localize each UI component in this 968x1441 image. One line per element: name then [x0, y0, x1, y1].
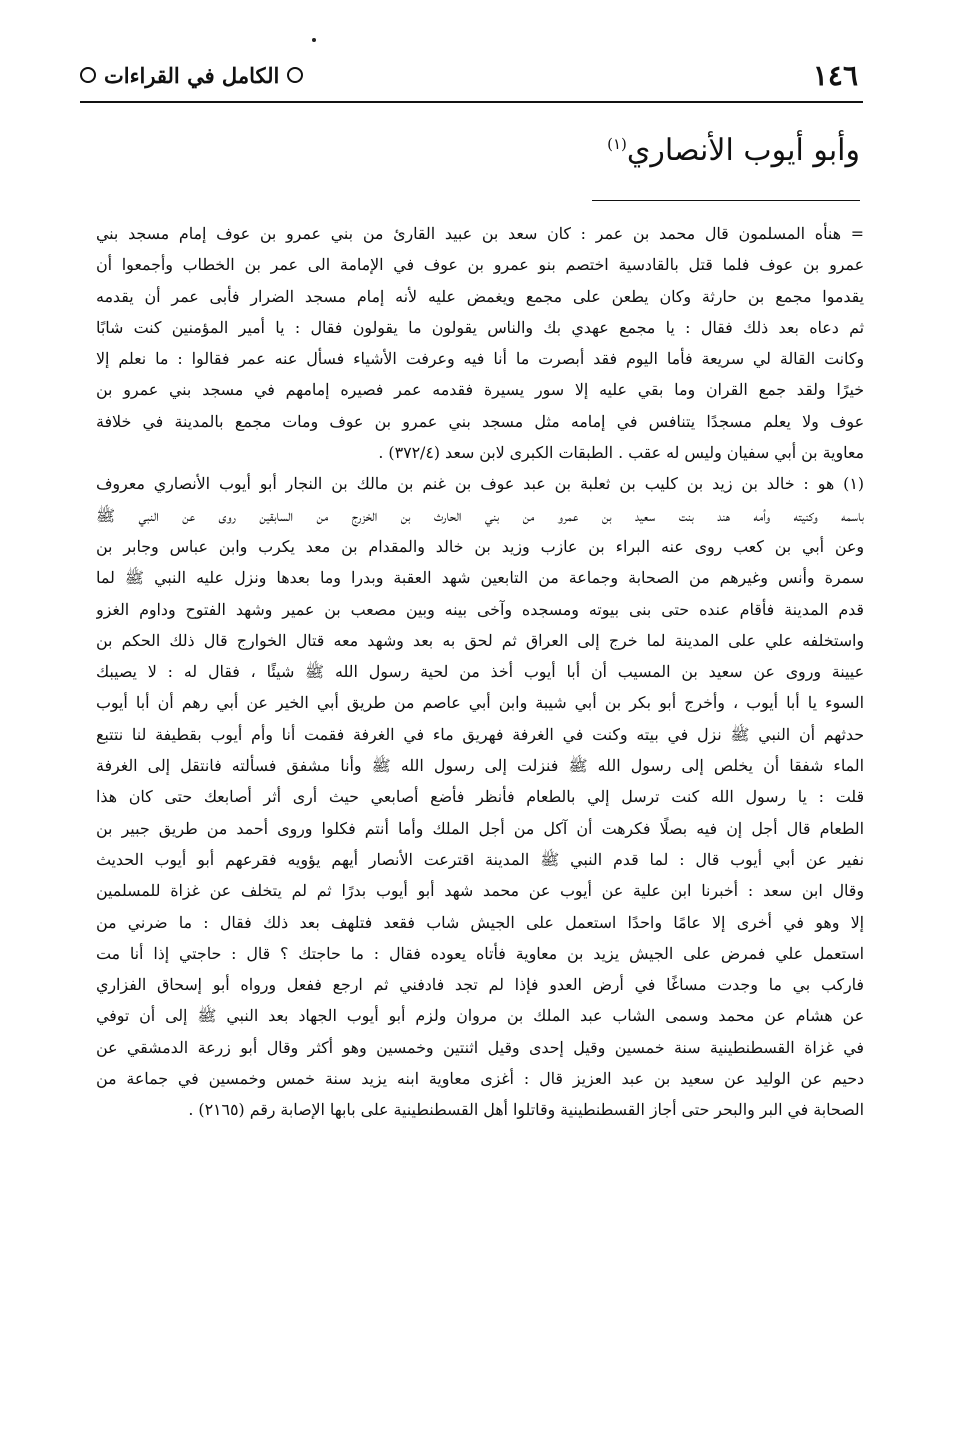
footnote-1-line: واستخلفه علي على المدينة لما خرج إلى العراق ثم لحق به بعد وشهد معه قتال الخوارج قال ذلك الحكم بن: [96, 630, 864, 650]
header-rule: [80, 101, 863, 103]
footnote-1-line: نفير عن أبي أيوب قال : لما قدم النبي ﷺ المدينة اقترعت الأنصار أيهم يؤويه فقرعهم أبو أيوب الحديث: [96, 849, 864, 869]
footnote-continuation-line: ثم دعاه بعد ذلك فقال : يا مجمع عهدي بك والناس يقولون ما يقولون فقال : يا أمير المؤمنين كنت شابًا: [96, 317, 864, 337]
footnote-continuation-line: عمرو بن عوف فلما قتل بالقادسية اختصم بنو عمرو بن عوف في الإمامة الى عمر بن الخطاب وأجمعوا أن: [96, 255, 864, 275]
book-title-text: الكامل في القراءات: [104, 62, 280, 88]
footnote-1-line: الطعام قال أجل إن فيه بصلًا فكرهت أن آكل من أجل الملك وأما أنتم فكلوا وروى أحمد من طريق جبير بن: [96, 818, 864, 838]
footnote-1-line: فاركب بي ما وجدت مساغًا في أرض العدو فإذا لم تجد فادفني ثم ارجع ففعل ورواه أبو إسحاق الفزاري: [96, 975, 864, 995]
footnote-1-line: الماء شفقا أن يخلص إلى رسول الله ﷺ فنزلت إلى رسول الله ﷺ وأنا مشفق فسألته فانتقل إلى الغرفة: [96, 756, 864, 776]
footnote-ref-1: (١): [607, 135, 627, 153]
footnote-1-line: (١) هو : خالد بن زيد بن كليب بن ثعلبة بن عبد عوف بن غنم بن مالك بن النجار أبو أيوب الأنصاري معروف: [96, 474, 864, 494]
footnote-1-line: السوء يا أبا أيوب ، وأخرج أبو بكر بن أبي شيبة وابن أبي عاصم من طريق أبي الخير عن أبي رهم أن أبا أيوب: [96, 693, 864, 713]
footnote-continuation-line: معاوية بن أبي سفيان وليس له عقب . الطبقات الكبرى لابن سعد (٣٧٢/٤) .: [378, 443, 864, 463]
footnote-1-line: قدم المدينة فأقام عنده حتى بنى بيوته ومسجده وآخى بينه وبين مصعب بن عمير وشهد الفتوح وداوم الغزو: [96, 599, 864, 619]
footnote-1-line: باسمه وكنيته وأمه هند بنت سعيد بن عمرو من بني الحارث بن الخزرج من السابقين روى عن النبي ﷺ: [96, 505, 864, 525]
footnote-1-line: عن هشام عن محمد وسمى الشاب عبد الملك بن مروان ولزم أبو أيوب الجهاد بعد النبي ﷺ إلى أن توفي: [96, 1006, 864, 1026]
main-text: وأبو أيوب الأنصاري: [626, 133, 860, 168]
footnote-continuation-line: يقدموا مجمع بن حارثة وكان يطعن على مجمع ويغمض عليه لأنه إمام مسجد الضرار فأبى عمر أن يقدمه: [96, 286, 864, 306]
footnotes-block: [96, 218, 864, 1126]
footnote-1-line: سمرة وأنس وغيرهم من الصحابة وجماعة من التابعين شهد العقبة وبدرا وما بعدها ونزل عليه النبي ﷺ لما: [96, 568, 864, 588]
footnote-1-line: الصحابة في البر والبحر حتى أجاز القسطنطينية وقاتلوا أهل القسطنطينية على بابها الإصابة رقم (٢١٦٥) .: [188, 1100, 864, 1120]
page-number: ١٤٦: [812, 58, 858, 92]
circle-ornament-icon: [287, 67, 303, 83]
footnote-1-line: وقال ابن سعد : أخبرنا ابن علية عن أيوب عن محمد شهد أبو أيوب بدرًا ثم لم يتخلف عن غزاة للمسلمين: [96, 881, 864, 901]
footnote-continuation-line: = هنأه المسلمون قال محمد بن عمر : كان سعد بن عبيد القارئ من بني عمرو بن عوف إمام مسجد بني: [96, 224, 864, 243]
footnote-continuation-line: وكانت القالة لي سريعة فأما اليوم فقد أبصرت ما أنا فيه وعرفت الأشياء فسأل عنه عمر فقالوا : ما نعلم إلا: [96, 349, 864, 369]
ink-dot: [312, 38, 316, 42]
main-text-line: [607, 133, 860, 168]
footnote-1-line: إلا وهو في أخرى إلا عامًا واحدًا استعمل على الجيش شاب فقعد فتلهف بعد ذلك فقال : ما ضرني من: [96, 912, 864, 932]
footnote-1-line: استعمل علي فمرض على الجيش يزيد بن معاوية فأتاه يعوده فقال : ما حاجتك ؟ قال : حاجتي إذا أنا مت: [96, 943, 864, 963]
footnote-continuation-line: عوف ولا يعلم مسجدًا يتنافس في إمامه مثل مسجد بني عمرو بن عوف ومات مجمع بالمدينة في خلافة: [96, 411, 864, 431]
footnote-1-line: عيينة وروى عن سعيد بن المسيب أن أبا أيوب أخذ من لحية رسول الله ﷺ شيئًا ، فقال له : لا يصيبك: [96, 662, 864, 682]
footnote-separator: [592, 200, 860, 201]
running-header: [80, 55, 858, 95]
book-title: [80, 63, 303, 88]
footnote-1-line: في غزاة القسطنطينية سنة خمسين وقيل إحدى وقيل اثنتين وخمسين وهو أكثر وقال أبو زرعة الدمشقي عن: [96, 1037, 864, 1057]
footnote-1-line: دحيم عن الوليد عن سعيد بن عبد العزيز قال : أغزى معاوية ابنه يزيد سنة خمس وخمسين في جماعة من: [96, 1069, 864, 1089]
footnote-continuation-line: خيرًا ولقد جمع القران وما بقي عليه إلا سور يسيرة فقدمه عمر فصيره إمامهم في مسجد بني عمرو بن: [96, 380, 864, 400]
circle-ornament-icon: [80, 67, 96, 83]
footnote-1-line: قلت : يا رسول الله كنت ترسل إلي بالطعام فأنظر فأضع أصابعي حيث أرى أثر أصابعك حتى كان هذا: [96, 787, 864, 807]
footnote-1-line: حدثهم أن النبي ﷺ نزل في بيته وكنت في الغرفة فهريق ماء في الغرفة فقمت أنا وأم أيوب بقطيفة لنا نتتبع: [96, 724, 864, 744]
footnote-1-line: وعن أبي بن كعب روى عنه البراء بن عازب وزيد بن خالد والمقدام بن معد يكرب وابن عباس وجابر بن: [96, 536, 864, 556]
